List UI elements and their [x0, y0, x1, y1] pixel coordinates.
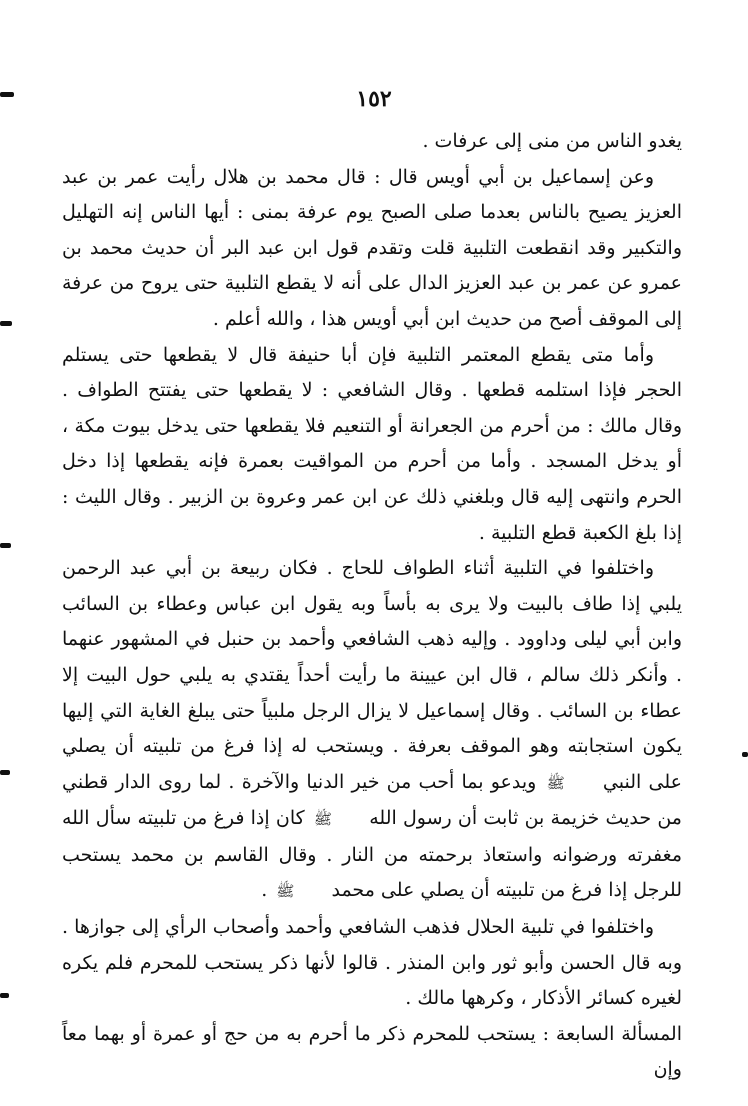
paragraph-4 [62, 551, 682, 910]
salla-honorific-2: ﷺ [313, 810, 332, 829]
margin-mark [0, 543, 11, 548]
page-number: ١٥٢ [356, 86, 392, 112]
salla-honorific-1: ﷺ [546, 773, 565, 792]
paragraph-4-part-2: ويدعو بما أحب من خير الدنيا والآخرة . لما روى الدار قطني من حديث خزيمة بن ثابت أن رسول الله [62, 770, 682, 830]
margin-mark [742, 752, 748, 757]
paragraph-4-part-1: واختلفوا في التلبية أثناء الطواف للحاج . فكان ربيعة بن أبي عبد الرحمن يلبي إذا طاف بالبيت ولا يرى به بأساً وبه يقول ابن عباس وعطاء بن السائب وابن أبي ليلى وداوود . وإليه ذهب الشافعي وأحمد بن حنبل في المشهور عنهما . وأنكر ذلك سالم ، قال ابن عيينة ما رأيت أحداً يقتدي به يلبي حول البيت إلا عطاء بن السائب . وقال إسماعيل لا يزال الرجل ملبياً حتى يبلغ الغاية التي إليها يكون استجابته وهو الموقف بعرفة . ويستحب له إذا فرغ من تلبيته أن يصلي على النبي [62, 557, 682, 793]
paragraph-4-part-3: كان إذا فرغ من تلبيته سأل الله مغفرته ورضوانه واستعاذ برحمته من النار . وقال القاسم بن محمد يستحب للرجل إذا فرغ من تلبيته أن يصلي على محمد [62, 807, 682, 902]
paragraph-4-end: . [261, 879, 268, 902]
body-text [62, 124, 682, 1088]
paragraph-5: واختلفوا في تلبية الحلال فذهب الشافعي وأحمد وأصحاب الرأي إلى جوازها . وبه قال الحسن وأبو ثور وابن المنذر . قالوا لأنها ذكر يستحب للمحرم فلم يكره لغيره كسائر الأذكار ، وكرهها مالك . [62, 916, 682, 1010]
margin-mark [0, 770, 10, 775]
paragraph-2: وعن إسماعيل بن أبي أويس قال : قال محمد بن هلال رأيت عمر بن عبد العزيز يصيح بالناس بعدما صلى الصبح يوم عرفة بمنى : أيها الناس إنه التهليل والتكبير وقد انقطعت التلبية قلت وتقدم قول ابن عبد البر أن حديث محمد بن عمرو عن عمر بن عبد العزيز الدال على أنه لا يقطع التلبية حتى يروح من عرفة إلى الموقف أصح من حديث ابن أبي أويس هذا ، والله أعلم . [62, 165, 682, 330]
margin-mark [0, 993, 9, 998]
salla-honorific-3: ﷺ [276, 882, 295, 901]
paragraph-1: يغدو الناس من منى إلى عرفات . [422, 130, 682, 152]
margin-mark [0, 321, 12, 326]
paragraph-6: المسألة السابعة : يستحب للمحرم ذكر ما أحرم به من حج أو عمرة أو بهما معاً وإن [62, 1022, 682, 1081]
paragraph-3: وأما متى يقطع المعتمر التلبية فإن أبا حنيفة قال لا يقطعها حتى يستلم الحجر فإذا استلمه قطعها . وقال الشافعي : لا يقطعها حتى يفتتح الطواف . وقال مالك : من أحرم من الجعرانة أو التنعيم فلا يقطعها حتى يدخل بيوت مكة ، أو يدخل المسجد . وأما من أحرم من المواقيت بعمرة فإنه يقطعها إذا دخل الحرم وانتهى إليه قال وبلغني ذلك عن ابن عمر وعروة بن الزبير . وقال الليث : إذا بلغ الكعبة قطع التلبية . [62, 343, 682, 544]
